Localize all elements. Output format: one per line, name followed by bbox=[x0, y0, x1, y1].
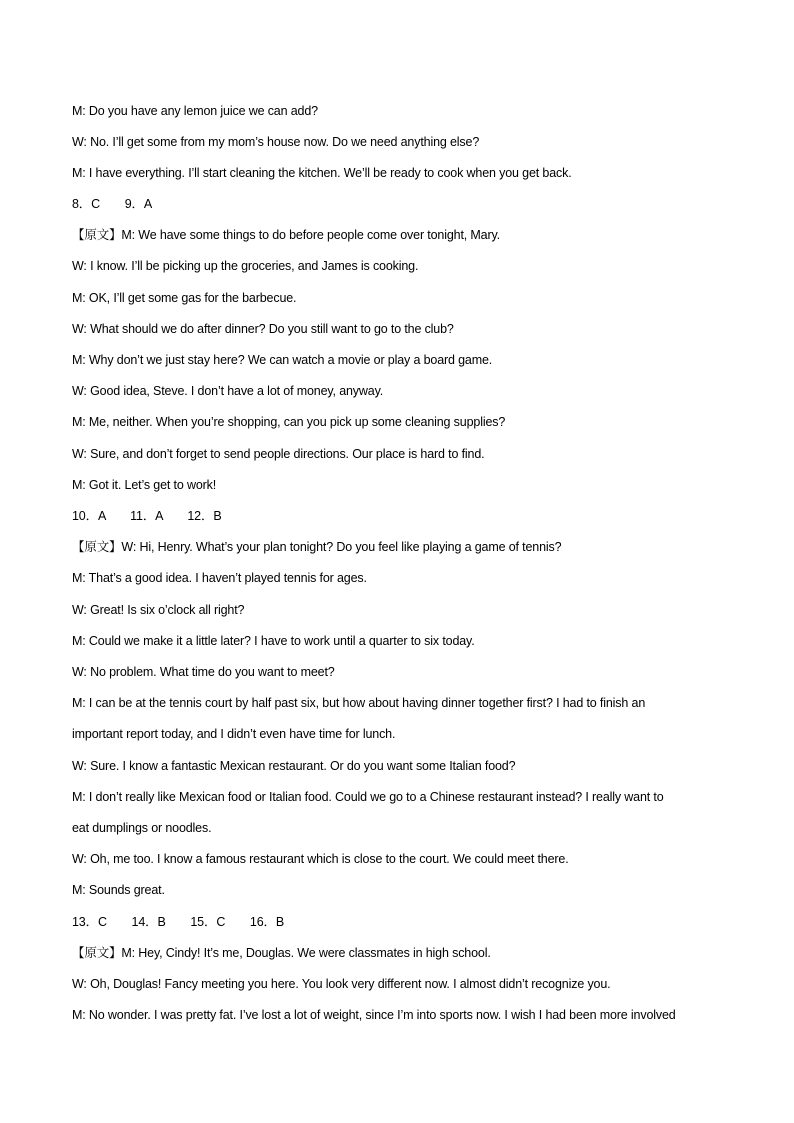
dialogue-line: M: Me, neither. When you’re shopping, can you pick up some cleaning supplies? bbox=[72, 415, 506, 429]
dialogue-line: W: No problem. What time do you want to meet? bbox=[72, 665, 335, 679]
dialogue-line: W: Great! Is six o’clock all right? bbox=[72, 603, 245, 617]
dialogue-line: W: No. I’ll get some from my mom’s house now. Do we need anything else? bbox=[72, 135, 480, 149]
dialogue-line: W: I know. I’ll be picking up the groceries, and James is cooking. bbox=[72, 259, 419, 273]
dialogue-line: M: I have everything. I’ll start cleaning the kitchen. We’ll be ready to cook when you get back. bbox=[72, 166, 572, 180]
answer-key-line: 8．C 9．A bbox=[72, 197, 153, 211]
transcript-start-line: 【原文】M: Hey, Cindy! It’s me, Douglas. We were classmates in high school. bbox=[72, 946, 491, 960]
dialogue-line: W: Sure, and don’t forget to send people directions. Our place is hard to find. bbox=[72, 447, 485, 461]
answer-key-line: 10．A 11．A 12．B bbox=[72, 509, 222, 523]
dialogue-line: M: Got it. Let’s get to work! bbox=[72, 478, 217, 492]
dialogue-line: M: No wonder. I was pretty fat. I’ve lost a lot of weight, since I’m into sports now. I wish I had been more involved bbox=[72, 1008, 676, 1022]
dialogue-line: M: Do you have any lemon juice we can add? bbox=[72, 104, 318, 118]
dialogue-line: M: That’s a good idea. I haven’t played tennis for ages. bbox=[72, 571, 367, 585]
dialogue-line: M: OK, I’ll get some gas for the barbecue. bbox=[72, 291, 297, 305]
dialogue-line: W: What should we do after dinner? Do you still want to go to the club? bbox=[72, 322, 454, 336]
dialogue-line: W: Oh, me too. I know a famous restaurant which is close to the court. We could meet there. bbox=[72, 852, 569, 866]
dialogue-line: W: Sure. I know a fantastic Mexican restaurant. Or do you want some Italian food? bbox=[72, 759, 516, 773]
answer-key-line: 13．C 14．B 15．C 16．B bbox=[72, 915, 285, 929]
dialogue-line: M: I can be at the tennis court by half past six, but how about having dinner together first? I had to finish an bbox=[72, 696, 646, 710]
dialogue-line: M: Why don’t we just stay here? We can watch a movie or play a board game. bbox=[72, 353, 493, 367]
dialogue-line: M: I don’t really like Mexican food or Italian food. Could we go to a Chinese restaurant instead? I really want to bbox=[72, 790, 664, 804]
dialogue-line: W: Good idea, Steve. I don’t have a lot of money, anyway. bbox=[72, 384, 384, 398]
dialogue-line: important report today, and I didn’t even have time for lunch. bbox=[72, 727, 396, 741]
dialogue-line: eat dumplings or noodles. bbox=[72, 821, 212, 835]
transcript-start-line: 【原文】M: We have some things to do before people come over tonight, Mary. bbox=[72, 228, 500, 242]
dialogue-line: W: Oh, Douglas! Fancy meeting you here. You look very different now. I almost didn’t recognize you. bbox=[72, 977, 611, 991]
dialogue-line: M: Could we make it a little later? I have to work until a quarter to six today. bbox=[72, 634, 475, 648]
dialogue-line: M: Sounds great. bbox=[72, 883, 165, 897]
transcript-start-line: 【原文】W: Hi, Henry. What’s your plan tonight? Do you feel like playing a game of tennis? bbox=[72, 540, 562, 554]
